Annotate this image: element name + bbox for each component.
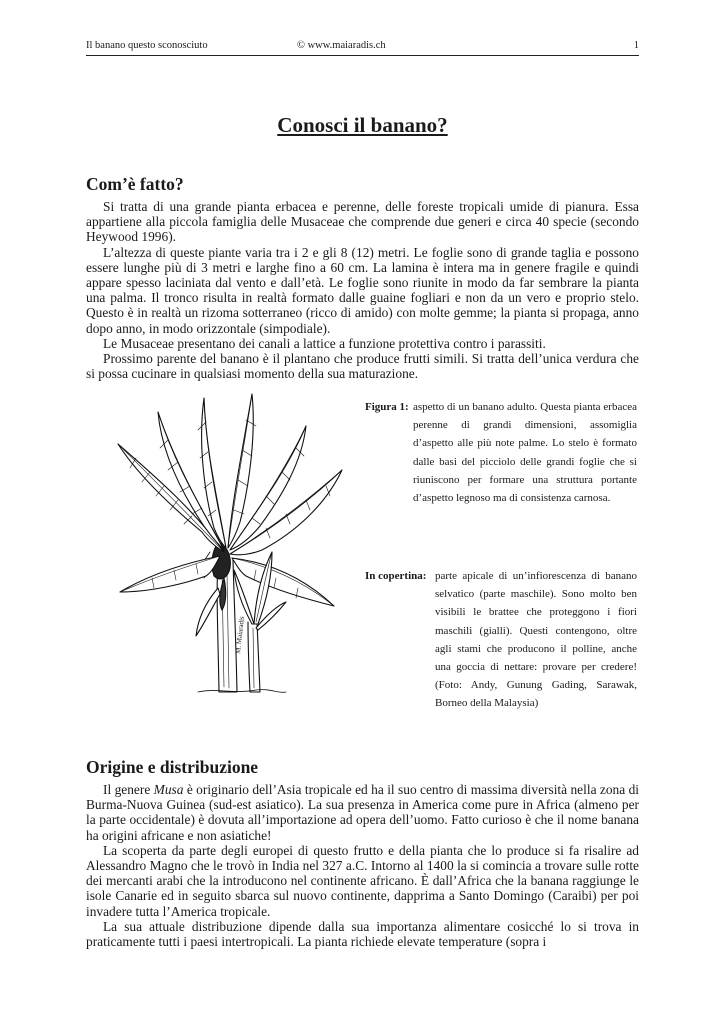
paragraph: Si tratta di una grande pianta erbacea e perenne, delle foreste tropicali umide di pianura. Essa appartiene alla piccola famiglia delle Musaceae che comprende due generi e circa 40 specie (secondo Heywood 1996).: [86, 199, 639, 245]
paragraph: [86, 782, 639, 843]
page-title: Conosci il banano?: [277, 113, 448, 137]
section-body-origine-e-distribuzione: [86, 782, 639, 949]
caption-text: aspetto di un banano adulto. Questa pianta erbacea perenne di grandi dimensioni, assomiglia d’aspetto alle più note palme. Lo stelo è formato dalle basi del picciolo delle grandi foglie che si riuniscono per formare una struttura portante d’aspetto legnoso ma di consistenza carnosa.: [413, 401, 637, 505]
paragraph: Prossimo parente del banano è il plantano che produce frutti simili. Si tratta dell’unica verdura che si possa cucinare in qualsiasi momento della sua maturazione.: [86, 351, 639, 382]
paragraph-text-start: Il genere: [103, 782, 154, 797]
paragraph: La sua attuale distribuzione dipende dalla sua importanza alimentare cosicché lo si trova in praticamente tutti i paesi intertropicali. La pianta richiede elevate temperature (sopra i: [86, 918, 639, 950]
caption-label: In copertina:: [365, 570, 427, 582]
section-heading-come-e-fatto: Com’è fatto?: [86, 174, 184, 194]
paragraph: La scoperta da parte degli europei di questo frutto e della pianta che lo produce si fa risalire ad Alessandro Magno che le trovò in India nel 327 a.C. Intorno al 1400 la si comincia a trovare sulle rotte dei mercanti arabi che la introducono nel continente africano. È dall’Africa che la banana raggiunge le isole Canarie ed in seguito sbarca sul nuovo continente, dapprima a Santo Domingo (Caraibi) per poi invadere tutta l’America tropicale.: [86, 842, 639, 919]
paragraph: L’altezza di queste piante varia tra i 2 e gli 8 (12) metri. Le foglie sono di grande taglia e possono essere lunghe più di 3 metri e larghe fino a 60 cm. La lamina è intera ma in genere fragile e quindi appare spesso laciniata dal vento e dall’età. Le foglie sono riunite in modo da far sembrare la pianta una palma. Il tronco risulta in realtà formato dalle guaine fogliari e non da un vero e proprio stelo. Questo è in realtà un rizoma sotterraneo (ricco di amido) con molte gemme; la pianta si propaga, anno dopo anno, in modo orizzontale (simpodiale).: [86, 244, 639, 336]
caption-text: parte apicale di un’infiorescenza di banano selvatico (parte maschile). Sono molto ben visibili le brattee che proteggono i fiori maschili (gialli). Questi contengono, oltre agli stami che producono il polline, anche una goccia di nettare: provare per credere! (Foto: Andy, Gunung Gading, Sarawak, Borneo della Malaysia): [435, 570, 637, 710]
cover-caption: [365, 567, 637, 713]
section-body-come-e-fatto: [86, 199, 639, 381]
running-header: [86, 40, 639, 58]
header-rule: [86, 55, 639, 56]
header-document-title: Il banano questo sconosciuto: [86, 40, 208, 51]
paragraph-text-rest: è originario dell’Asia tropicale ed ha il suo centro di massima diversità nella zona di Burma-Nuova Guinea (sud-est asiatico). La sua presenza in America come pure in Africa (almeno per la parte occidentale) è dovuta all’importazione ad opera dell’uomo. Fatto curioso è che il nome banana ha origini africane e non asiatiche!: [86, 782, 640, 843]
banana-plant-illustration: [106, 392, 352, 702]
figure-captions: [365, 398, 637, 710]
figure-caption: [365, 398, 637, 507]
artist-signature: M. Maiaradis: [234, 615, 246, 655]
header-page-number: 1: [633, 40, 639, 51]
caption-label: Figura 1:: [365, 401, 409, 413]
header-website: © www.maiaradis.ch: [297, 40, 386, 51]
genus-name: Musa: [153, 782, 184, 797]
section-heading-origine-e-distribuzione: Origine e distribuzione: [86, 757, 259, 777]
paragraph: Le Musaceae presentano dei canali a lattice a funzione protettiva contro i parassiti.: [103, 335, 546, 351]
